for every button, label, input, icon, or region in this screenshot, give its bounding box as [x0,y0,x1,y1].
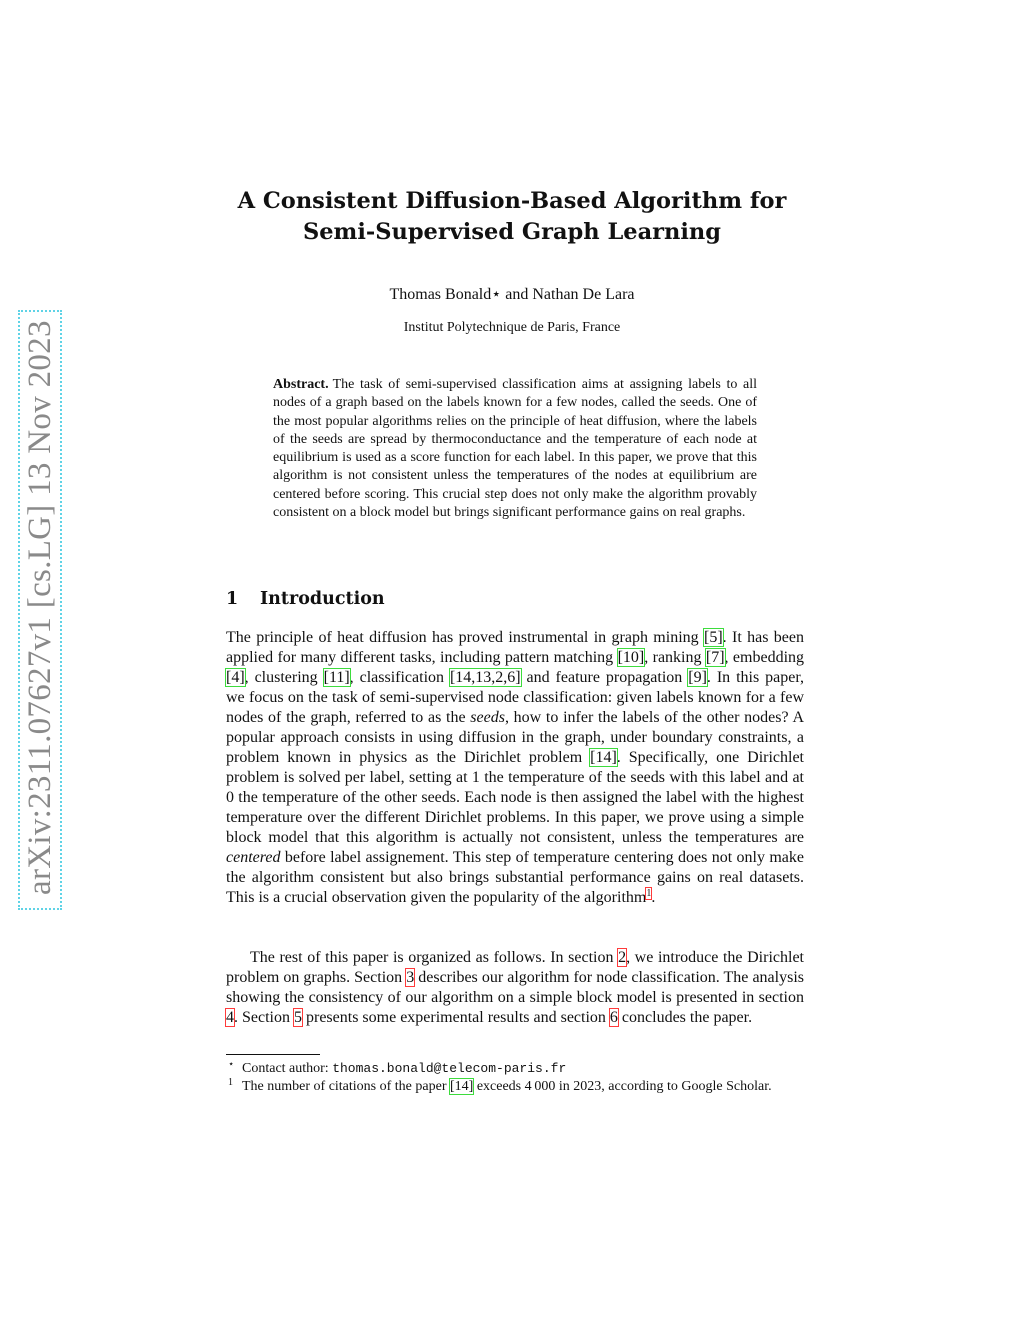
text-run: and feature propagation [520,669,689,686]
citation-link-7[interactable]: [7] [705,649,725,666]
intro-paragraph-2 [226,948,804,1028]
section-title: Introduction [260,589,385,609]
text-run: . [651,889,656,906]
citation-link-4[interactable]: [4] [226,669,245,686]
footnote-separator [226,1054,320,1055]
footnote-mark-star: ⋆ [228,1059,235,1070]
footnote-1 [226,1078,804,1096]
section-link-5[interactable]: 5 [294,1009,302,1026]
footnote-1-text-b: exceeds 4 000 in 2023, according to Google Scholar. [473,1079,772,1094]
section-link-6[interactable]: 6 [609,1009,618,1026]
title-line-1: A Consistent Diffusion-Based Algorithm for [237,188,787,214]
text-run: . It has been applied for many different tasks, including pattern matching [226,629,805,666]
text-run: . Section [234,1009,294,1026]
footnote-mark-1: 1 [228,1077,233,1088]
footnote-star [226,1060,804,1078]
text-run: , classification [349,669,450,686]
section-link-4[interactable]: 4 [226,1009,234,1026]
footnote-star-text: Contact author: [242,1061,333,1076]
citation-link-14-footnote[interactable]: [14] [449,1079,474,1094]
text-run: The principle of heat diffusion has proved instrumental in graph mining [226,629,704,646]
emphasis-centered: centered [226,849,281,866]
text-run: , we introduce the Dirichlet problem on graphs. Section [226,949,804,986]
arxiv-identifier-stamp[interactable]: arXiv:2311.07627v1 [cs.LG] 13 Nov 2023 [22,320,58,895]
abstract [273,376,757,522]
text-run: . In this paper, we focus on the task of semi-supervised node classification: given labels known for a few nodes of the graph, referred to as the [226,669,805,726]
citation-link-5[interactable]: [5] [704,629,723,646]
text-run: , ranking [644,649,706,666]
citation-link-10[interactable]: [10] [617,649,645,666]
emphasis-seeds: seeds [470,709,505,726]
citation-link-9[interactable]: [9] [688,669,707,686]
title-line-2: Semi-Supervised Graph Learning [302,219,722,245]
abstract-text: The task of semi-supervised classification aims at assigning labels to all nodes of a graph based on the labels known for a few nodes, called the seeds. One of the most popular algorithms relies on the principle of heat diffusion, where the labels of the seeds are spread by thermoconductance and the temperature of each node at equilibrium is used as a score function for each label. In this paper, we prove that this algorithm is not consistent unless the temperatures of the nodes at equilibrium are centered before scoring. This crucial step does not only make the algorithm provably consistent on a block model but brings significant performance gains on real graphs. [273,377,757,521]
section-link-3[interactable]: 3 [406,969,415,986]
text-run: The rest of this paper is organized as follows. In section [250,949,619,966]
section-link-2[interactable]: 2 [618,949,627,966]
text-run: concludes the paper. [617,1009,753,1026]
text-run: , embedding [724,649,805,666]
citation-link-11[interactable]: [11] [323,669,350,686]
contact-email-link[interactable]: thomas.bonald@telecom-paris.fr [332,1061,567,1076]
text-run: . Specifically, one Dirichlet problem is solved per label, setting at 1 the temperature of the seeds with this label and at 0 the temperature of the other seeds. Each node is then assigned the label with the highest temperature over the different Dirichlet problems. In this paper, we prove using a simple block model that this algorithm is actually not consistent, unless the temperatures are [226,749,805,846]
intro-paragraph-1 [226,628,804,908]
text-run: , clustering [244,669,324,686]
abstract-label: Abstract. [273,377,329,392]
citation-link-14-13-2-6[interactable]: [14,13,2,6] [449,669,521,686]
footnote-ref-1[interactable]: 1 [646,887,652,899]
text-run: describes our algorithm for node classification. The analysis showing the consistency of our algorithm on a simple block model is presented in section [226,969,804,1006]
citation-link-14[interactable]: [14] [590,749,617,766]
text-run: before label assignement. This step of temperature centering does not only make the algorithm consistent but also brings substantial performance gains on real datasets. This is a crucial observation given the popularity of the algorithm [226,849,804,906]
section-number: 1 [226,589,239,609]
affiliation: Institut Polytechnique de Paris, France [403,320,621,335]
paper-title [0,186,1024,248]
author-list: Thomas Bonald⋆ and Nathan De Lara [389,286,635,303]
text-run: presents some experimental results and section [302,1009,610,1026]
text-run: , how to infer the labels of the other nodes? A popular approach consists in using diffusion in the graph, under boundary constraints, a problem known in physics as the Dirichlet problem [226,709,804,766]
footnote-1-text-a: The number of citations of the paper [242,1079,450,1094]
footnotes [226,1060,804,1096]
section-heading-introduction [226,589,385,609]
